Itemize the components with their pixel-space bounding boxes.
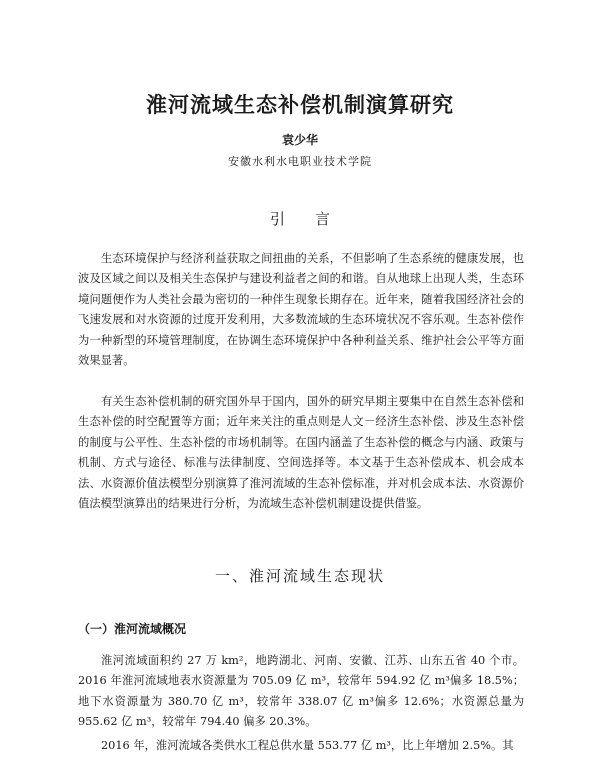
intro-paragraph-2: 有关生态补偿机制的研究国外早于国内，国外的研究早期主要集中在自然生态补偿和生态补偿的时空配置等方面；近年来关注的重点则是人文－经济生态补偿、涉及生态补偿的制度与公平性、生态补偿的市场机制等。在国内涵盖了生态补偿的概念与内涵、政策与机制、方式与途径、标准与法律制度、空间选择等。本文基于生态补偿成本、机会成本法、水资源价值法模型分别演算了淮河流域的生态补偿标准，并对机会成本法、水资源价值法模型演算出的结果进行分析，为流域生态补偿机制建设提供借鉴。 [78,395,524,511]
intro-heading: 引言 [269,210,360,228]
subsection-heading: （一）淮河流域概况 [78,622,187,636]
intro-paragraph-1: 生态环境保护与经济利益获取之间扭曲的关系，不但影响了生态系统的健康发展，也波及区域之间以及相关生态保护与建设利益者之间的和谐。自从地球上出现人类，生态环境问题便作为人类社会最为密切的一种伴生现象长期存在。近年来，随着我国经济社会的飞速发展和对水资源的过度开发利用，大多数流域的生态环境状况不容乐观。生态补偿作为一种新型的环境管理制度，在协调生态环境保护中各种利益关系、维护社会公平等方面效果显著。 [78,252,524,368]
author-affiliation: 安徽水利水电职业技术学院 [228,155,372,168]
section-heading: 一、淮河流域生态现状 [214,567,385,585]
section-paragraph-2: 2016 年，淮河流域各类供水工程总供水量 553.77 亿 m³，比上年增加 2.5%。其 [101,739,514,752]
section-paragraph-1: 淮河流域面积约 27 万 km²，地跨湖北、河南、安徽、江苏、山东五省 40 个市。2016 年淮河流域地表水资源量为 705.09 亿 m³，较常年 594.92 亿 m³偏多 18.5%；地下水资源量为 380.70 亿 m³，较常年 338.07 亿 m³偏多 12.6%；水资源总量为 955.62 亿 m³，较常年 794.40 偏多 20.3%。 [78,654,524,729]
paper-title: 淮河流域生态补偿机制演算研究 [146,93,454,117]
author-name: 袁少华 [281,133,318,147]
